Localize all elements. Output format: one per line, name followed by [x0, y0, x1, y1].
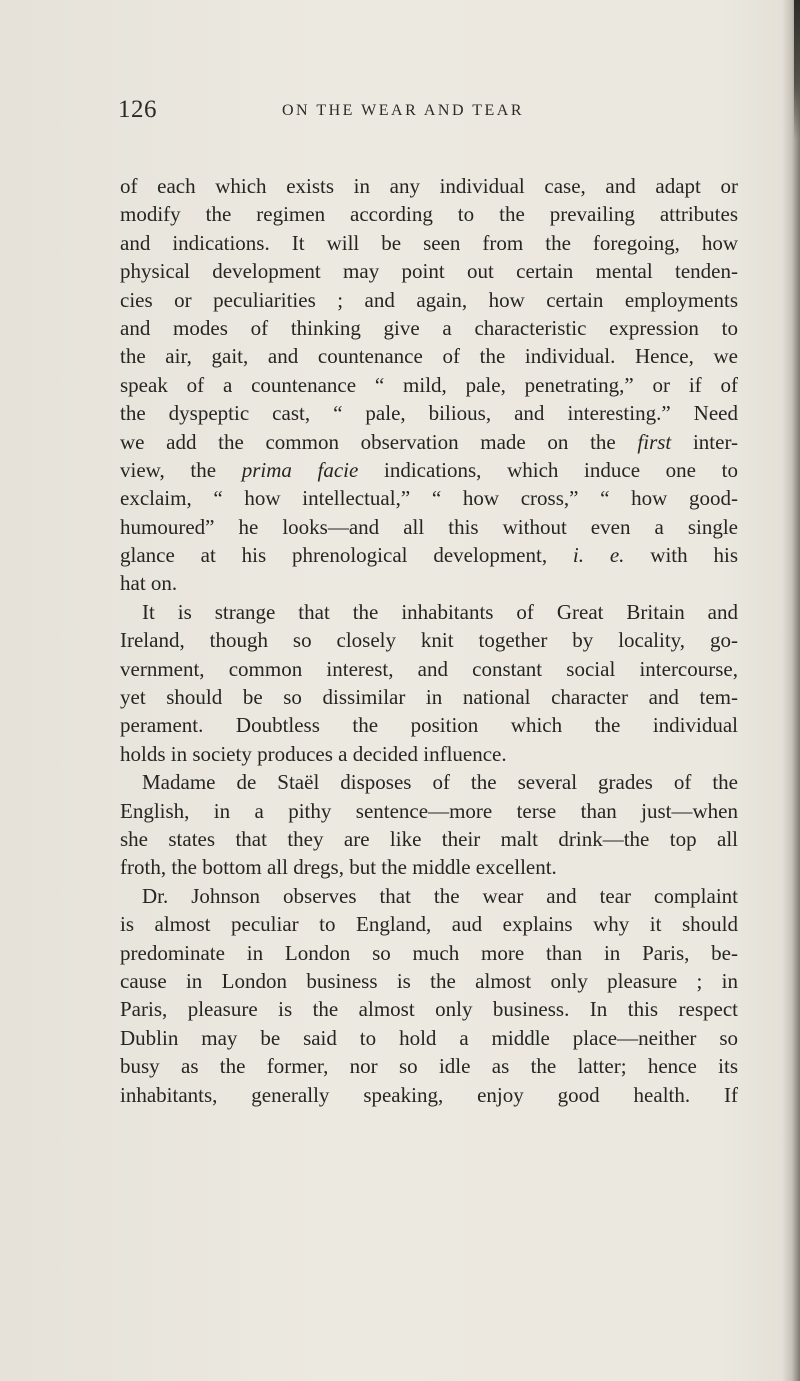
paragraph-start-line: Dr. Johnson observes that the wear and tear complaint — [142, 883, 738, 908]
text-line: Paris, pleasure is the almost only business. In this respect — [120, 997, 738, 1022]
paragraph-start-line: Madame de Staël disposes of the several grades of the — [142, 770, 738, 795]
page-number: 126 — [118, 96, 157, 123]
text-line: the dyspeptic cast, “ pale, bilious, and interesting.” Need — [120, 401, 738, 426]
text-line: of each which exists in any individual case, and adapt or — [120, 174, 738, 198]
running-head — [0, 96, 800, 136]
page-edge-shadow — [782, 0, 800, 1381]
text-line: vernment, common interest, and constant social intercourse, — [120, 656, 738, 681]
text-line: inhabitants, generally speaking, enjoy good health. If — [120, 1082, 738, 1107]
text-line: Ireland, though so closely knit together by locality, go- — [120, 628, 738, 653]
text-line: English, in a pithy sentence—more terse than just—when — [120, 798, 738, 823]
text-line: physical development may point out certain mental tenden- — [120, 259, 738, 284]
text-line: and modes of thinking give a characteristic expression to — [120, 315, 738, 340]
paragraph-end-line: hat on. — [120, 571, 178, 596]
paragraph-end-line: froth, the bottom all dregs, but the middle excellent. — [120, 855, 557, 880]
text-line: humoured” he looks—and all this without even a single — [120, 514, 738, 539]
text-line: exclaim, “ how intellectual,” “ how cross,” “ how good- — [120, 486, 738, 511]
text-line: yet should be so dissimilar in national character and tem- — [120, 685, 738, 710]
text-line: she states that they are like their malt drink—the top all — [120, 826, 738, 851]
paragraph-start-line: It is strange that the inhabitants of Great Britain and — [142, 599, 738, 624]
text-segment: with his — [624, 543, 738, 568]
italic-text: first — [637, 429, 672, 454]
text-line: speak of a countenance “ mild, pale, penetrating,” or if of — [120, 372, 738, 397]
text-line: the air, gait, and countenance of the individual. Hence, we — [120, 344, 738, 369]
text-line — [120, 541, 738, 569]
text-segment: glance at his phrenological development, — [120, 543, 573, 568]
italic-text: i. e. — [572, 543, 625, 568]
body-text — [120, 172, 738, 1109]
text-line: cies or peculiarities ; and again, how certain employments — [120, 287, 738, 312]
text-segment: indications, which induce one to — [358, 457, 738, 482]
text-line — [120, 456, 738, 484]
text-line: and indications. It will be seen from the foregoing, how — [120, 230, 738, 255]
text-line: modify the regimen according to the prevailing attributes — [120, 202, 738, 227]
text-line: is almost peculiar to England, aud explains why it should — [120, 912, 738, 937]
text-line: perament. Doubtless the position which the individual — [120, 713, 738, 738]
text-line: predominate in London so much more than in Paris, be- — [120, 940, 738, 965]
italic-text: prima facie — [241, 457, 359, 482]
paragraph-end-line: holds in society produces a decided influence. — [120, 741, 507, 766]
text-segment: view, the — [120, 457, 242, 482]
text-line: Dublin may be said to hold a middle place—neither so — [120, 1025, 738, 1050]
text-line: cause in London business is the almost only pleasure ; in — [120, 968, 738, 993]
text-line: busy as the former, nor so idle as the latter; hence its — [120, 1054, 738, 1079]
text-segment: we add the common observation made on the — [120, 429, 638, 454]
running-title: ON THE WEAR AND TEAR — [282, 102, 524, 119]
text-segment: inter- — [671, 429, 739, 454]
text-line — [120, 428, 738, 456]
